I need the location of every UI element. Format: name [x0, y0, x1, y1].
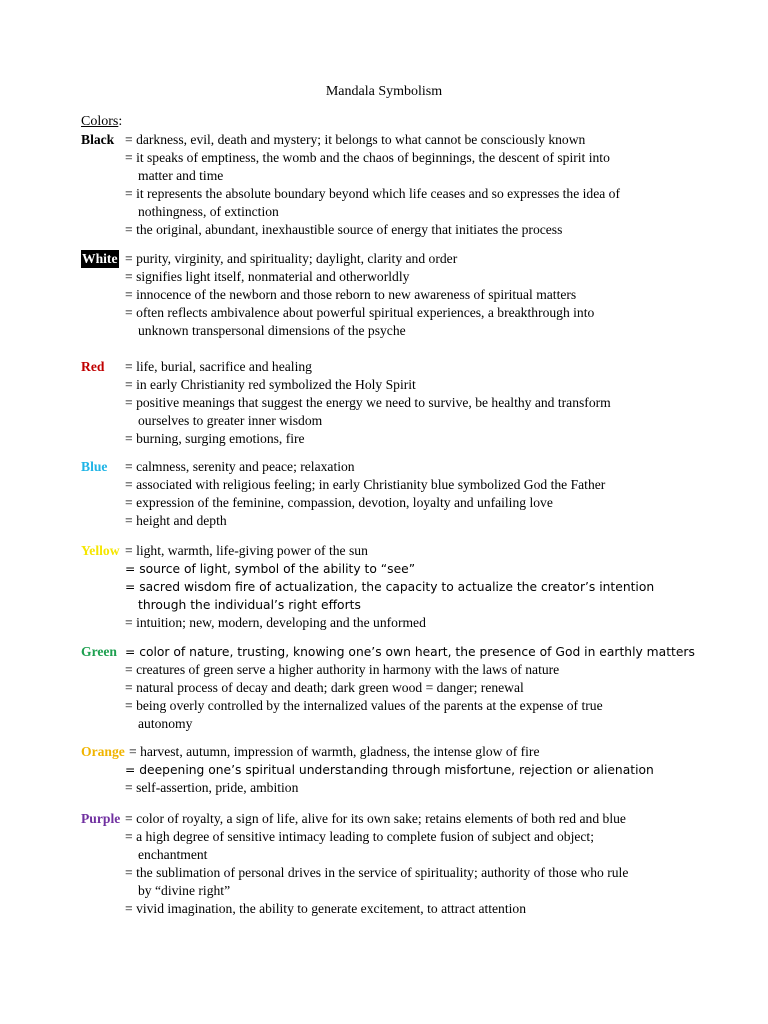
- definition-line: = the original, abundant, inexhaustible source of energy that initiates the process: [125, 222, 563, 237]
- colors-heading: [81, 112, 122, 132]
- section-orange: [81, 743, 701, 797]
- definition-line: = color of nature, trusting, knowing one’s own heart, the presence of God in earthly matters: [125, 645, 695, 659]
- color-label-green: Green: [81, 644, 117, 659]
- section-red: [81, 358, 701, 448]
- definition-line: = self-assertion, pride, ambition: [125, 780, 299, 795]
- section-blue: [81, 458, 701, 530]
- definition-line: = height and depth: [125, 513, 227, 528]
- section-purple: [81, 810, 701, 918]
- definition-line: = being overly controlled by the internalized values of the parents at the expense of true: [125, 698, 603, 713]
- section-black: [81, 131, 701, 239]
- definition-line: = it represents the absolute boundary beyond which life ceases and so expresses the idea of: [125, 186, 620, 201]
- definition-continuation: enchantment: [138, 847, 208, 862]
- color-label-yellow: Yellow: [81, 543, 120, 558]
- definition-line: = life, burial, sacrifice and healing: [125, 359, 312, 374]
- definition-line: = the sublimation of personal drives in the service of spirituality; authority of those who rule: [125, 865, 629, 880]
- definition-line: = sacred wisdom fire of actualization, the capacity to actualize the creator’s intention: [125, 580, 655, 594]
- definition-line: = natural process of decay and death; dark green wood = danger; renewal: [125, 680, 524, 695]
- definition-line: = burning, surging emotions, fire: [125, 431, 305, 446]
- definition-line: = expression of the feminine, compassion, devotion, loyalty and unfailing love: [125, 495, 553, 510]
- definition-line: = calmness, serenity and peace; relaxation: [125, 459, 355, 474]
- definition-line: = harvest, autumn, impression of warmth, gladness, the intense glow of fire: [129, 744, 540, 759]
- definition-continuation: nothingness, of extinction: [138, 204, 279, 219]
- definition-line: = darkness, evil, death and mystery; it belongs to what cannot be consciously known: [125, 132, 586, 147]
- color-label-orange: Orange: [81, 744, 125, 759]
- section-green: [81, 643, 701, 733]
- color-label-blue: Blue: [81, 459, 108, 474]
- definition-line: = color of royalty, a sign of life, alive for its own sake; retains elements of both red and blue: [125, 811, 626, 826]
- definition-line: = it speaks of emptiness, the womb and the chaos of beginnings, the descent of spirit into: [125, 150, 610, 165]
- definition-line: = in early Christianity red symbolized the Holy Spirit: [125, 377, 416, 392]
- definition-line: = associated with religious feeling; in early Christianity blue symbolized God the Father: [125, 477, 606, 492]
- color-label-white: White: [82, 251, 118, 266]
- definition-continuation: by “divine right”: [138, 883, 231, 898]
- definition-line: = often reflects ambivalence about powerful spiritual experiences, a breakthrough into: [125, 305, 595, 320]
- definition-line: = source of light, symbol of the ability to “see”: [125, 562, 416, 576]
- color-label-purple: Purple: [81, 811, 121, 826]
- colors-heading-text: Colors: [81, 114, 119, 129]
- page-title: Mandala Symbolism: [325, 84, 443, 99]
- definition-line: = creatures of green serve a higher authority in harmony with the laws of nature: [125, 662, 560, 677]
- definition-line: = light, warmth, life-giving power of the sun: [125, 543, 368, 558]
- definition-line: = a high degree of sensitive intimacy leading to complete fusion of subject and object;: [125, 829, 594, 844]
- colors-heading-colon: :: [118, 114, 123, 129]
- definition-continuation: matter and time: [138, 168, 224, 183]
- definition-line: = intuition; new, modern, developing and the unformed: [125, 615, 426, 630]
- definition-continuation: autonomy: [138, 716, 193, 731]
- definition-line: = deepening one’s spiritual understanding through misfortune, rejection or alienation: [125, 763, 654, 777]
- color-label-red: Red: [81, 359, 105, 374]
- section-yellow: [81, 542, 701, 632]
- definition-line: = purity, virginity, and spirituality; daylight, clarity and order: [125, 251, 458, 266]
- definition-line: = signifies light itself, nonmaterial and otherworldly: [125, 269, 410, 284]
- section-white: [81, 250, 701, 340]
- definition-line: = vivid imagination, the ability to generate excitement, to attract attention: [125, 901, 527, 916]
- definition-line: = positive meanings that suggest the energy we need to survive, be healthy and transform: [125, 395, 611, 410]
- color-label-black: Black: [81, 132, 115, 147]
- definition-continuation: ourselves to greater inner wisdom: [138, 413, 323, 428]
- definition-continuation: unknown transpersonal dimensions of the psyche: [138, 323, 406, 338]
- definition-line: = innocence of the newborn and those reborn to new awareness of spiritual matters: [125, 287, 577, 302]
- definition-continuation: through the individual’s right efforts: [138, 598, 361, 612]
